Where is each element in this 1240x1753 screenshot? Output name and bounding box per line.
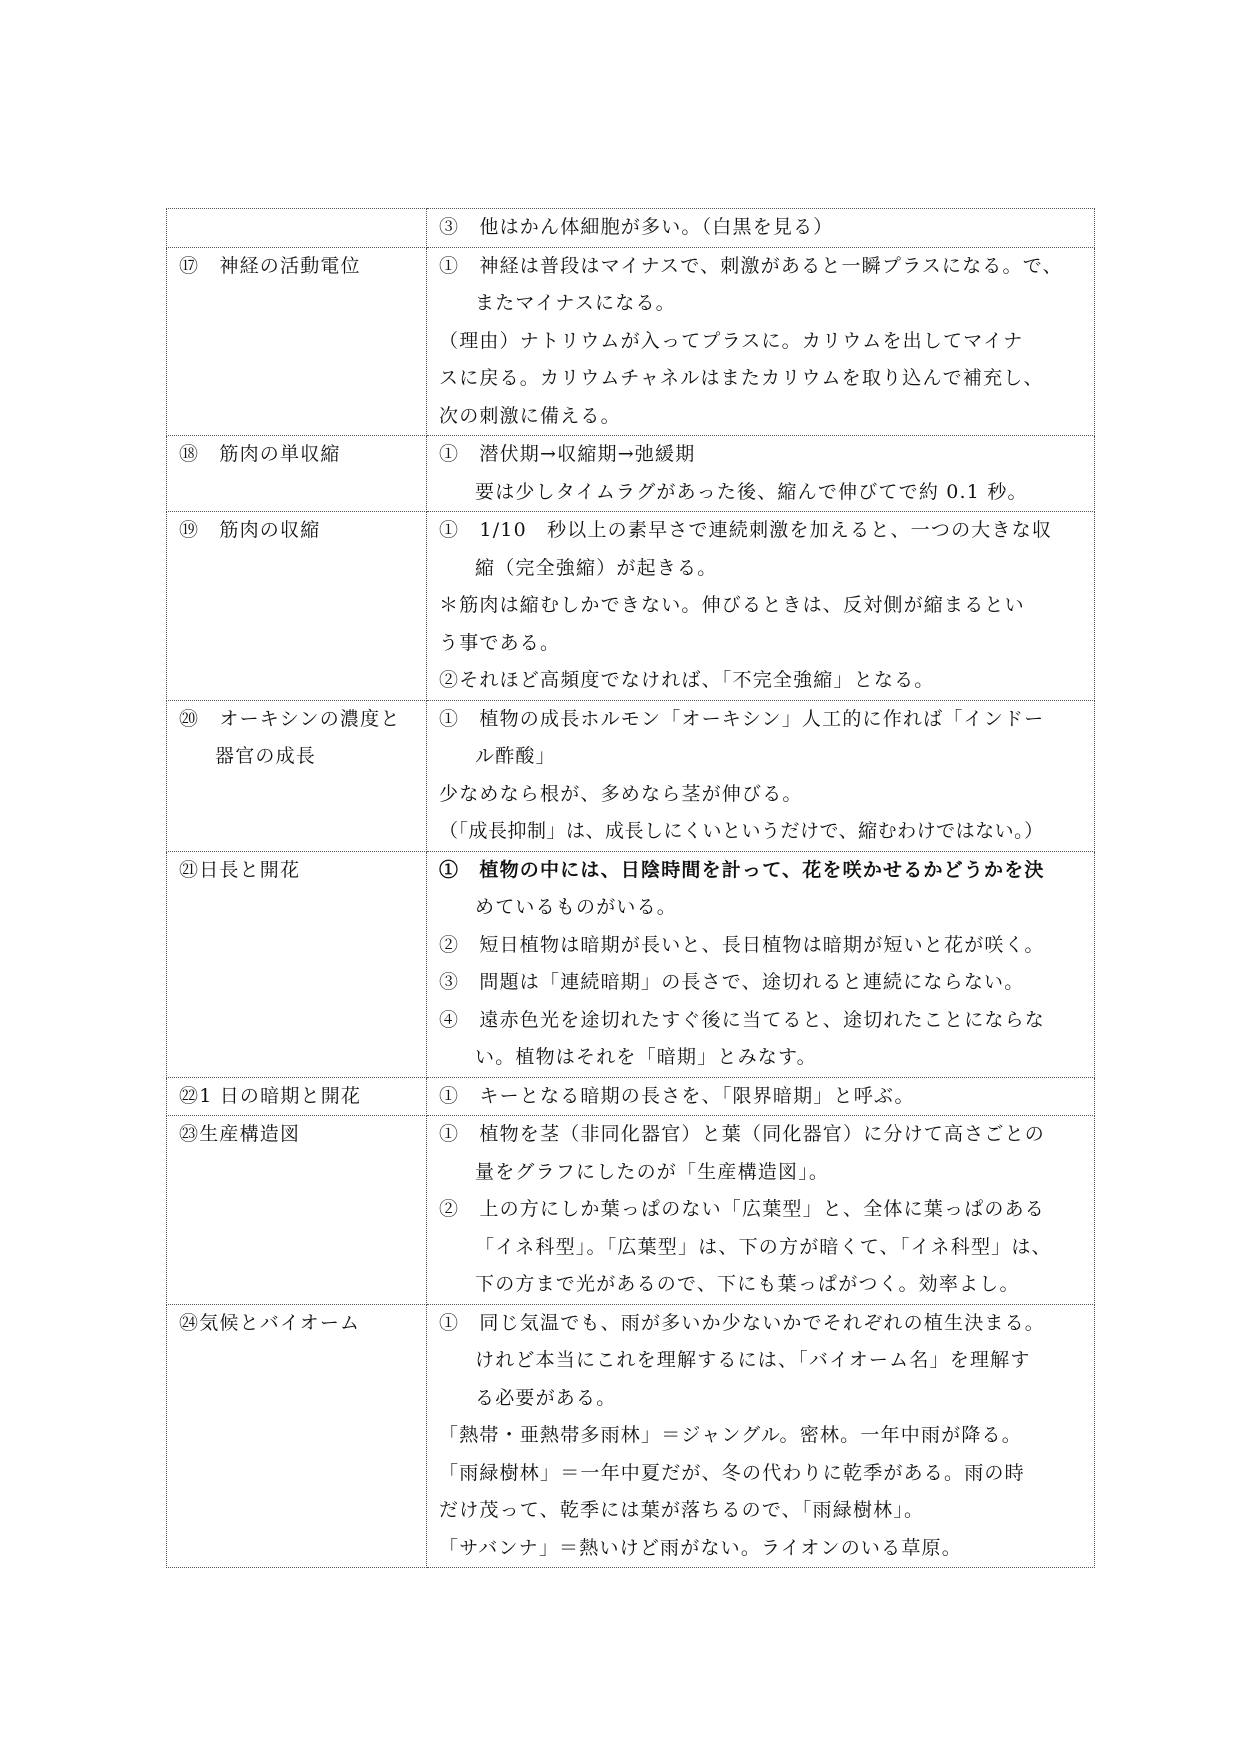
- table-row: [167, 700, 1095, 851]
- content-line: 次の刺激に備える。: [439, 404, 621, 427]
- content-cell: [427, 700, 1095, 851]
- content-line: 「雨緑樹林」＝一年中夏だが、冬の代わりに乾季がある。雨の時: [439, 1461, 1025, 1484]
- notes-table: [166, 208, 1095, 1568]
- content-line: ① 植物の中には、日陰時間を計って、花を咲かせるかどうかを決: [439, 858, 1045, 881]
- topic-label: ㉑日長と開花: [179, 858, 301, 881]
- content-line: ④ 遠赤色光を途切れたすぐ後に当てると、途切れたことにならな: [439, 1008, 1046, 1031]
- content-line: スに戻る。カリウムチャネルはまたカリウムを取り込んで補充し、: [439, 367, 1044, 389]
- content-line: ③ 他はかん体細胞が多い。（白黒を見る）: [439, 216, 834, 238]
- content-line: 下の方まで光があるので、下にも葉っぱがつく。効率よし。: [475, 1273, 1020, 1295]
- topic-cell: [167, 209, 427, 248]
- table-row: [167, 1116, 1095, 1305]
- content-line: 縮（完全強縮）が起きる。: [475, 556, 718, 579]
- content-line: （「成長抑制」は、成長しにくいというだけで、縮むわけではない。）: [439, 820, 1044, 842]
- content-line: 「イネ科型」。「広葉型」は、下の方が暗くて、「イネ科型」は、: [475, 1235, 1052, 1258]
- content-cell: [427, 851, 1095, 1077]
- content-line: ① 同じ気温でも、雨が多いか少ないかでそれぞれの植生決まる。: [439, 1311, 1046, 1334]
- content-line: ① 植物の成長ホルモン「オーキシン」人工的に作れば「インドー: [439, 707, 1045, 730]
- content-line: だけ茂って、乾季には葉が落ちるので、「雨緑樹林」。: [439, 1499, 925, 1521]
- topic-label: ⑱ 筋肉の単収縮: [179, 443, 341, 465]
- content-line: 「熱帯・亜熱帯多雨林」＝ジャングル。密林。一年中雨が降る。: [439, 1424, 1022, 1446]
- topic-label: ㉔気候とバイオーム: [179, 1311, 361, 1334]
- content-line: ＊筋肉は縮むしかできない。伸びるときは、反対側が縮まるとい: [439, 594, 1025, 616]
- table-row: [167, 512, 1095, 701]
- content-line: ②それほど高頻度でなければ、「不完全強縮」となる。: [439, 669, 935, 691]
- topic-label: ⑳ オーキシンの濃度と器官の成長: [179, 707, 401, 767]
- content-line: ① 神経は普段はマイナスで、刺激があると一瞬プラスになる。で、: [439, 254, 1063, 277]
- content-line: 少なめなら根が、多めなら茎が伸びる。: [439, 782, 803, 805]
- topic-cell: [167, 1116, 427, 1305]
- content-cell: [427, 1304, 1095, 1568]
- topic-cell: [167, 1304, 427, 1568]
- content-line: またマイナスになる。: [475, 292, 676, 314]
- topic-label: ⑰ 神経の活動電位: [179, 254, 361, 277]
- content-line: ② 短日植物は暗期が長いと、長日植物は暗期が短いと花が咲く。: [439, 933, 1045, 956]
- topic-cell: [167, 512, 427, 701]
- content-line: 要は少しタイムラグがあった後、縮んで伸びてで約 0.1 秒。: [475, 480, 1028, 503]
- topic-cell: [167, 700, 427, 851]
- content-line: （理由）ナトリウムが入ってプラスに。カリウムを出してマイナ: [439, 329, 1024, 352]
- topic-label: ⑲ 筋肉の収縮: [179, 519, 321, 541]
- topic-label: ㉒1 日の暗期と開花: [179, 1084, 362, 1107]
- content-line: ① 植物を茎（非同化器官）と葉（同化器官）に分けて高さごとの: [439, 1123, 1046, 1145]
- content-cell: [427, 1077, 1095, 1116]
- topic-cell: [167, 436, 427, 512]
- content-cell: [427, 247, 1095, 436]
- content-line: ③ 問題は「連続暗期」の長さで、途切れると連続にならない。: [439, 971, 1025, 993]
- table-row: [167, 209, 1095, 248]
- content-line: けれど本当にこれを理解するには、「バイオーム名」を理解す: [475, 1349, 1031, 1371]
- content-cell: [427, 436, 1095, 512]
- content-line: ② 上の方にしか葉っぱのない「広葉型」と、全体に葉っぱのある: [439, 1198, 1046, 1220]
- content-line: い。植物はそれを「暗期」とみなす。: [475, 1046, 817, 1068]
- table-row: [167, 1304, 1095, 1568]
- topic-cell: [167, 247, 427, 436]
- topic-label: ㉓生産構造図: [179, 1123, 301, 1145]
- content-line: 量をグラフにしたのが「生産構造図」。: [475, 1160, 830, 1183]
- content-line: ① 潜伏期→収縮期→弛緩期: [439, 443, 696, 465]
- table-row: [167, 1077, 1095, 1116]
- topic-cell: [167, 1077, 427, 1116]
- content-cell: [427, 512, 1095, 701]
- content-line: めているものがいる。: [475, 896, 678, 918]
- table-row: [167, 436, 1095, 512]
- content-line: る必要がある。: [475, 1386, 617, 1409]
- topic-cell: [167, 851, 427, 1077]
- table-row: [167, 247, 1095, 436]
- content-line: ① 1/10 秒以上の素早さで連続刺激を加えると、一つの大きな収: [439, 519, 1053, 541]
- content-line: ル酢酸」: [475, 745, 556, 767]
- content-line: ① キーとなる暗期の長さを、「限界暗期」と呼ぶ。: [439, 1084, 915, 1107]
- content-line: う事である。: [439, 631, 561, 654]
- content-line: 「サバンナ」＝熱いけど雨がない。ライオンのいる草原。: [439, 1536, 962, 1559]
- table-row: [167, 851, 1095, 1077]
- content-cell: [427, 209, 1095, 248]
- content-cell: [427, 1116, 1095, 1305]
